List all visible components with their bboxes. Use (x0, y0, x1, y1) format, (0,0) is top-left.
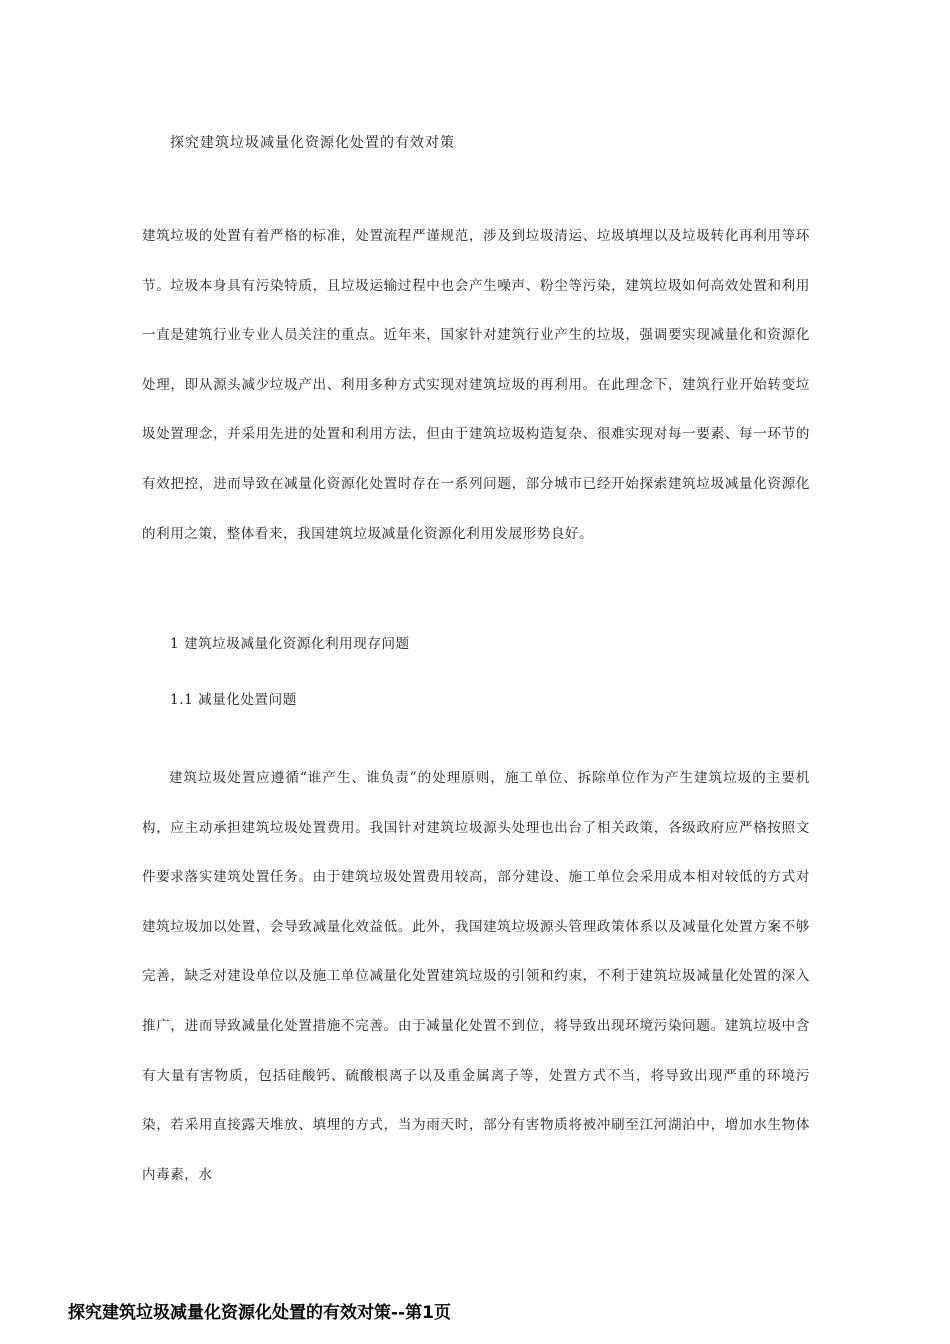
paragraph-intro-text: 建筑垃圾的处置有着严格的标准，处置流程严谨规范，涉及到垃圾清运、垃圾填埋以及垃圾转化再利用等环节。垃圾本身具有污染特质，且垃圾运输过程中也会产生噪声、粉尘等污染，建筑垃圾如何高效处置和利用一直是建筑行业专业人员关注的重点。近年来，国家针对建筑行业产生的垃圾，强调要实现减量化和资源化处理，即从源头减少垃圾产出、利用多种方式实现对建筑垃圾的再利用。在此理念下，建筑行业开始转变垃圾处置理念，并采用先进的处置和利用方法，但由于建筑垃圾构造复杂、很难实现对每一要素、每一环节的有效把控，进而导致在减量化资源化处置时存在一系列问题，部分城市已经开始探索建筑垃圾减量化资源化的利用之策，整体看来，我国建筑垃圾减量化资源化利用发展形势良好。 (142, 228, 810, 542)
subsection-heading-1-1: 1.1 减量化处置问题 (170, 692, 297, 708)
paragraph-reduction-text: 建筑垃圾处置应遵循“谁产生、谁负责”的处理原则，施工单位、拆除单位作为产生建筑垃圾的主要机构，应主动承担建筑垃圾处置费用。我国针对建筑垃圾源头处理也出台了相关政策，各级政府应严格按照文件要求落实建筑处置任务。由于建筑垃圾处置费用较高，部分建设、施工单位会采用成本相对较低的方式对建筑垃圾加以处置，会导致减量化效益低。此外，我国建筑垃圾源头管理政策体系以及减量化处置方案不够完善，缺乏对建设单位以及施工单位减量化处置建筑垃圾的引领和约束，不利于建筑垃圾减量化处置的深入推广，进而导致减量化处置措施不完善。由于减量化处置不到位，将导致出现环境污染问题。建筑垃圾中含有大量有害物质，包括硅酸钙、硫酸根离子以及重金属离子等，处置方式不当，将导致出现严重的环境污染，若采用直接露天堆放、填埋的方式，当为雨天时，部分有害物质将被冲刷至江河湖泊中，增加水生物体内毒素，水 (142, 770, 810, 1183)
paragraph-reduction (142, 754, 810, 1200)
document-title: 探究建筑垃圾减量化资源化处置的有效对策 (170, 135, 455, 151)
paragraph-intro (142, 212, 810, 559)
section-heading-1: 1 建筑垃圾减量化资源化利用现存问题 (170, 636, 410, 652)
page-footer: 探究建筑垃圾减量化资源化处置的有效对策--第1页 (68, 1303, 451, 1323)
